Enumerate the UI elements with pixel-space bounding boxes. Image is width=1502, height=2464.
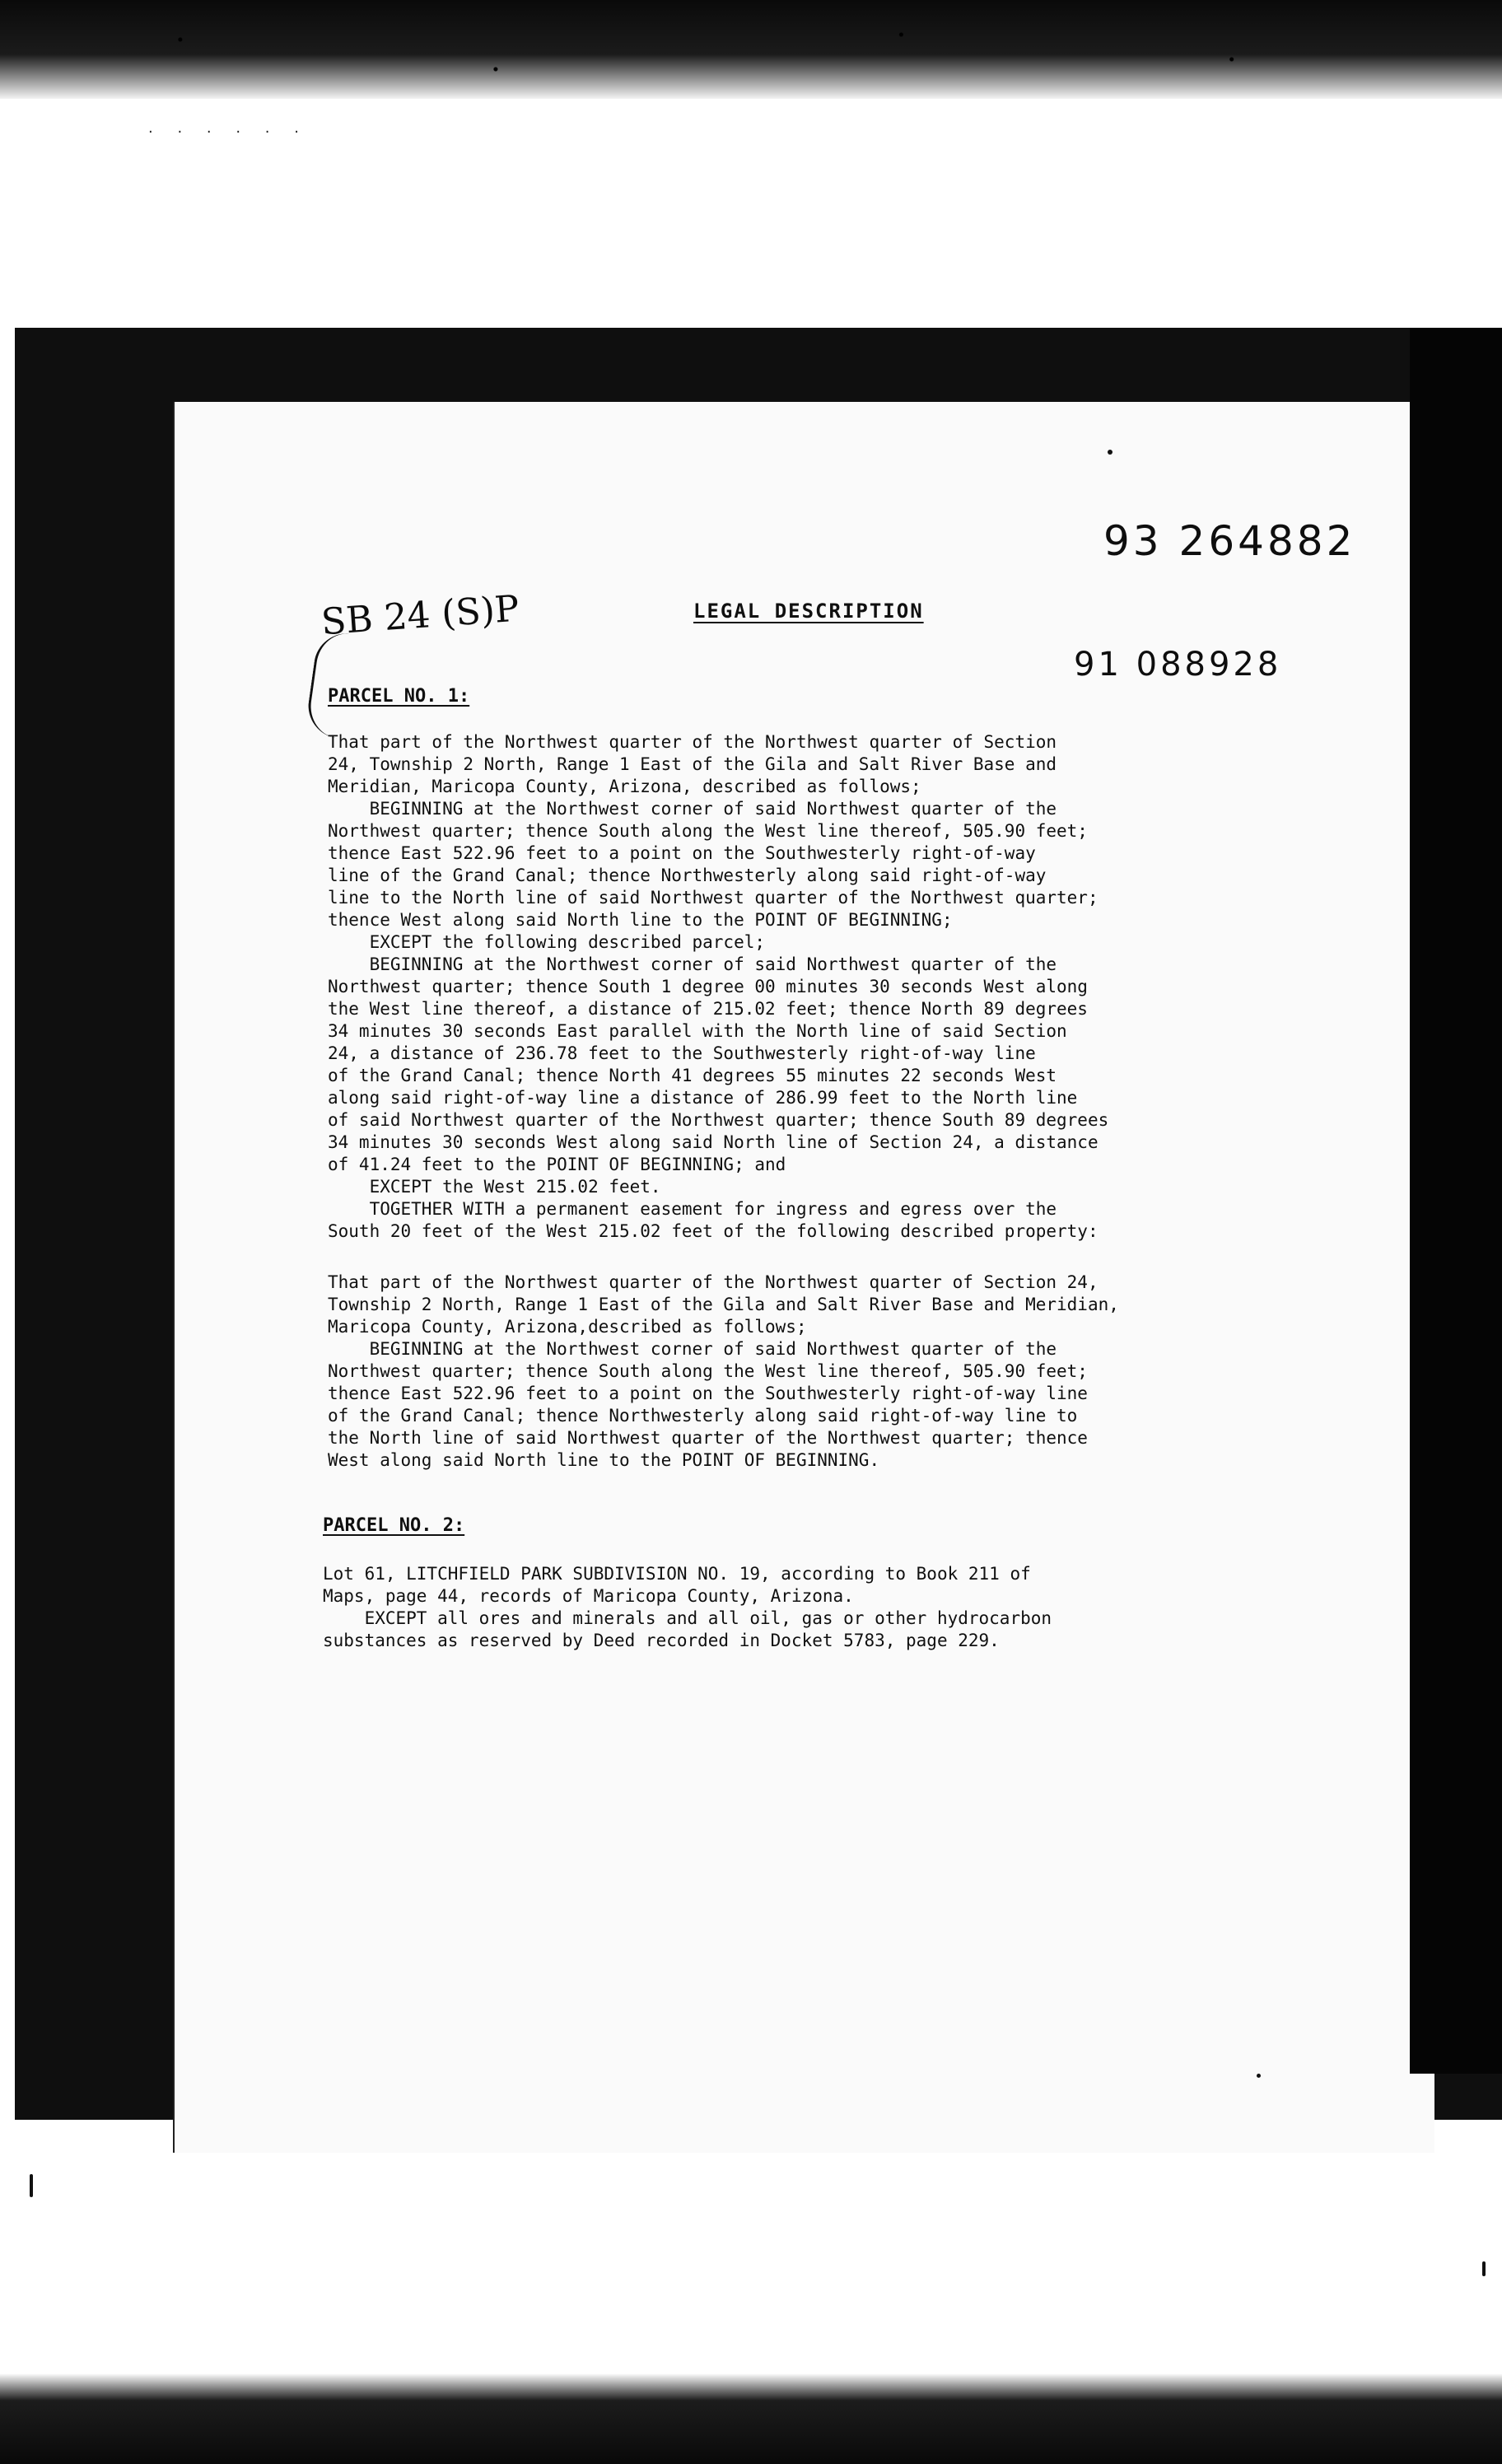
text-line: EXCEPT the West 215.02 feet. [328, 1177, 661, 1197]
text-line: 34 minutes 30 seconds West along said North line of Section 24, a distance [328, 1132, 1099, 1152]
speck-mark [30, 2174, 33, 2197]
text-line: Northwest quarter; thence South along the West line thereof, 505.90 feet; [328, 1361, 1088, 1381]
scan-dark-edge [1410, 328, 1502, 2074]
text-line: the West line thereof, a distance of 215.02 feet; thence North 89 degrees [328, 999, 1088, 1019]
text-line: thence West along said North line to the POINT OF BEGINNING; [328, 910, 953, 930]
text-line: Lot 61, LITCHFIELD PARK SUBDIVISION NO. 19, according to Book 211 of [323, 1564, 1031, 1584]
text-line: along said right-of-way line a distance of 286.99 feet to the North line [328, 1088, 1078, 1108]
text-line: West along said North line to the POINT OF BEGINNING. [328, 1450, 880, 1470]
speck-dot [1108, 450, 1113, 455]
text-line: 34 minutes 30 seconds East parallel with the North line of said Section [328, 1021, 1067, 1041]
text-line: Meridian, Maricopa County, Arizona, described as follows; [328, 777, 921, 796]
speck-dot [1257, 2074, 1261, 2078]
text-line: South 20 feet of the West 215.02 feet of the following described property: [328, 1221, 1099, 1241]
scan-noise-bottom [0, 2373, 1502, 2464]
text-line: thence East 522.96 feet to a point on the Southwesterly right-of-way line [328, 1384, 1088, 1403]
text-line: That part of the Northwest quarter of the Northwest quarter of Section 24, [328, 1272, 1099, 1292]
parcel-2-heading: PARCEL NO. 2: [323, 1515, 465, 1536]
text-line: of 41.24 feet to the POINT OF BEGINNING; and [328, 1155, 786, 1174]
text-line: of said Northwest quarter of the Northwest quarter; thence South 89 degrees [328, 1110, 1109, 1130]
text-line: Northwest quarter; thence South 1 degree 00 minutes 30 seconds West along [328, 977, 1088, 996]
text-line: 24, a distance of 236.78 feet to the Southwesterly right-of-way line [328, 1043, 1036, 1063]
text-line: Maricopa County, Arizona,described as follows; [328, 1317, 807, 1337]
scan-noise-top [0, 0, 1502, 99]
scan-specks: · · · · · · [148, 124, 309, 141]
text-line: line of the Grand Canal; thence Northwesterly along said right-of-way [328, 866, 1047, 885]
text-line: Township 2 North, Range 1 East of the Gila and Salt River Base and Meridian, [328, 1295, 1119, 1314]
document-title: LEGAL DESCRIPTION [693, 600, 924, 623]
parcel-1-property-description [328, 1272, 1243, 1472]
parcel-1-description [328, 731, 1243, 1243]
text-line: BEGINNING at the Northwest corner of said Northwest quarter of the [328, 799, 1057, 819]
text-line: of the Grand Canal; thence North 41 degrees 55 minutes 22 seconds West [328, 1066, 1057, 1085]
text-line: TOGETHER WITH a permanent easement for ingress and egress over the [328, 1199, 1057, 1219]
recording-number-secondary: 91 088928 [1074, 646, 1282, 684]
text-line: BEGINNING at the Northwest corner of said Northwest quarter of the [328, 954, 1057, 974]
text-line: Northwest quarter; thence South along the West line thereof, 505.90 feet; [328, 821, 1088, 841]
handwritten-annotation: SB 24 (S)P [320, 587, 521, 644]
text-line: of the Grand Canal; thence Northwesterly along said right-of-way line to [328, 1406, 1078, 1426]
text-line: the North line of said Northwest quarter of the Northwest quarter; thence [328, 1428, 1088, 1448]
parcel-1-heading: PARCEL NO. 1: [328, 686, 470, 707]
parcel-2-description [323, 1563, 1238, 1652]
text-line: Maps, page 44, records of Maricopa County, Arizona. [323, 1586, 854, 1606]
text-line: That part of the Northwest quarter of the Northwest quarter of Section [328, 732, 1057, 752]
text-line: line to the North line of said Northwest quarter of the Northwest quarter; [328, 888, 1099, 908]
text-line: EXCEPT the following described parcel; [328, 932, 766, 952]
text-line: BEGINNING at the Northwest corner of said Northwest quarter of the [328, 1339, 1057, 1359]
text-line: EXCEPT all ores and minerals and all oil, gas or other hydrocarbon [323, 1608, 1052, 1628]
text-line: thence East 522.96 feet to a point on the Southwesterly right-of-way [328, 843, 1036, 863]
text-line: substances as reserved by Deed recorded in Docket 5783, page 229. [323, 1631, 1000, 1650]
speck-mark [1482, 2261, 1486, 2276]
recording-number-primary: 93 264882 [1103, 517, 1356, 565]
text-line: 24, Township 2 North, Range 1 East of the Gila and Salt River Base and [328, 754, 1057, 774]
